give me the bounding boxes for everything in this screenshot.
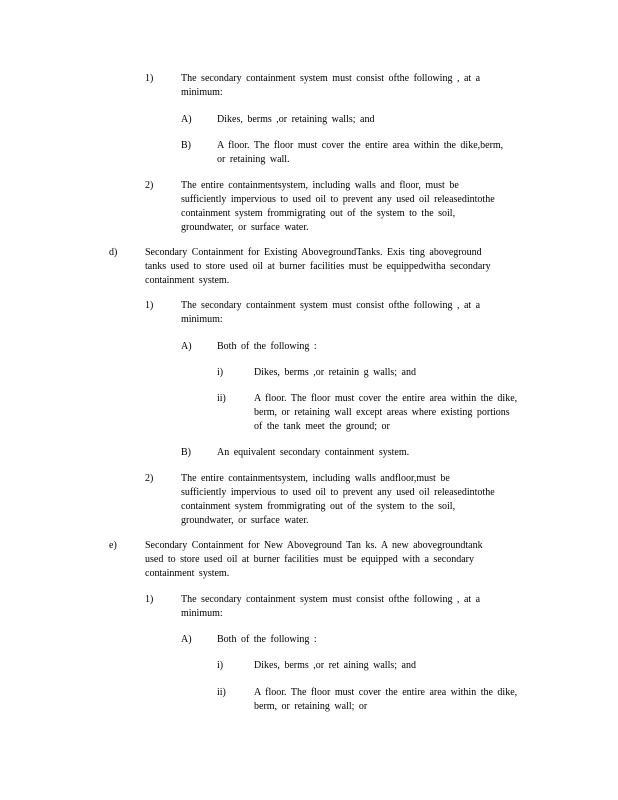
item-text: [254, 686, 517, 714]
text-line: groundwater, or surface water.: [181, 515, 309, 526]
item-label: 2): [145, 473, 154, 484]
text-line: minimum:: [181, 87, 223, 98]
item-label: ii): [217, 393, 226, 404]
item-label: 1): [145, 594, 154, 605]
text-line: sufficiently impervious to used oil to prevent any used oil releasedintothe: [181, 194, 495, 205]
text-line: The secondary containment system must consist ofthe following , at a: [181, 594, 481, 605]
text-line: used to store used oil at burner facilities must be equipped with a secondary: [145, 554, 474, 565]
item-text: [181, 179, 495, 235]
item-label: ii): [217, 687, 226, 698]
text-line: berm, or retaining wall except areas where existing portions: [254, 407, 510, 418]
item-label: 2): [145, 180, 154, 191]
text-line: containment system frommigrating out of the system to the soil,: [181, 501, 456, 512]
item-text: [181, 472, 495, 528]
text-line: Secondary Containment for Existing AbovegroundTanks. Exis ting aboveground: [145, 247, 482, 258]
item-text: [254, 392, 517, 434]
item-text: [181, 593, 480, 621]
item-label: 1): [145, 300, 154, 311]
text-line: Dikes, berms ,or ret aining walls; and: [254, 660, 416, 671]
text-line: Dikes, berms ,or retaining walls; and: [217, 114, 375, 125]
text-line: The secondary containment system must consist ofthe following , at a: [181, 300, 481, 311]
item-text: [145, 246, 491, 288]
text-line: containment system.: [145, 275, 230, 286]
text-line: Dikes, berms ,or retainin g walls; and: [254, 367, 416, 378]
text-line: The secondary containment system must consist ofthe following , at a: [181, 73, 481, 84]
text-line: The entire containmentsystem, including walls and floor, must be: [181, 180, 459, 191]
text-line: minimum:: [181, 314, 223, 325]
item-text: [217, 633, 317, 647]
item-text: [217, 446, 409, 460]
text-line: Both of the following :: [217, 634, 317, 645]
text-line: berm, or retaining wall; or: [254, 701, 368, 712]
text-line: A floor. The floor must cover the entire area within the dike,: [254, 687, 518, 698]
item-label: A): [181, 634, 192, 645]
text-line: An equivalent secondary containment system.: [217, 447, 410, 458]
text-line: Secondary Containment for New Aboveground Tan ks. A new abovegroundtank: [145, 540, 483, 551]
text-line: The entire containmentsystem, including walls andfloor,must be: [181, 473, 450, 484]
item-text: [181, 299, 480, 327]
item-text: [254, 659, 416, 673]
item-label: 1): [145, 73, 154, 84]
text-line: containment system.: [145, 568, 230, 579]
item-label: A): [181, 114, 192, 125]
text-line: or retaining wall.: [217, 154, 290, 165]
item-text: [145, 539, 483, 581]
item-label: B): [181, 447, 191, 458]
item-label: B): [181, 140, 191, 151]
item-label: i): [217, 367, 224, 378]
item-text: [181, 72, 480, 100]
text-line: Both of the following :: [217, 341, 317, 352]
text-line: A floor. The floor must cover the entire area within the dike,: [254, 393, 518, 404]
item-text: [217, 113, 374, 127]
item-label: e): [109, 540, 117, 551]
text-line: minimum:: [181, 608, 223, 619]
text-line: groundwater, or surface water.: [181, 222, 309, 233]
item-label: A): [181, 341, 192, 352]
item-text: [254, 366, 416, 380]
text-line: of the tank meet the ground; or: [254, 421, 390, 432]
item-text: [217, 340, 317, 354]
item-label: i): [217, 660, 224, 671]
text-line: sufficiently impervious to used oil to prevent any used oil releasedintothe: [181, 487, 495, 498]
text-line: containment system frommigrating out of the system to the soil,: [181, 208, 456, 219]
item-text: [217, 139, 503, 167]
text-line: A floor. The floor must cover the entire area within the dike,berm,: [217, 140, 504, 151]
text-line: tanks used to store used oil at burner facilities must be equippedwitha secondary: [145, 261, 491, 272]
item-label: d): [109, 247, 118, 258]
